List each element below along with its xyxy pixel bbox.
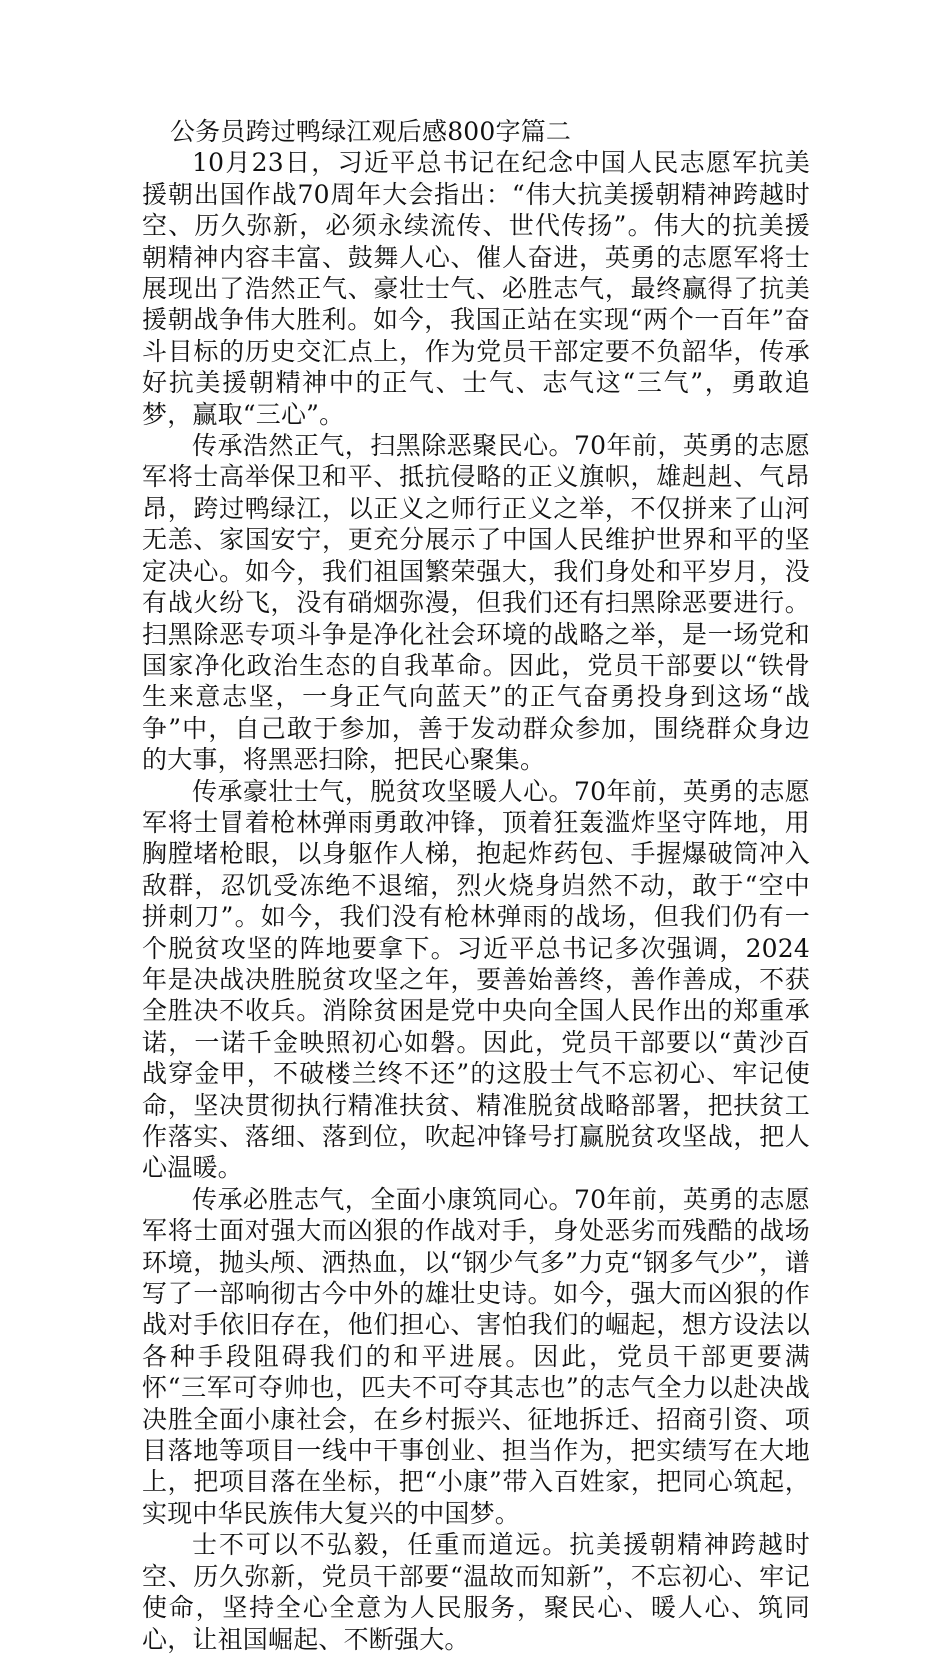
document-body bbox=[142, 116, 810, 1655]
paragraph-morale: 传承豪壮士气，脱贫攻坚暖人心。70年前，英勇的志愿军将士冒着枪林弹雨勇敢冲锋，顶着狂轰滥炸坚守阵地，用胸膛堵枪眼，以身躯作人梯，抱起炸药包、手握爆破筒冲入敌群，忍饥受冻绝不退缩，烈火烧身岿然不动，敢于“空中拼刺刀”。如今，我们没有枪林弹雨的战场，但我们仍有一个脱贫攻坚的阵地要拿下。习近平总书记多次强调，2024年是决战决胜脱贫攻坚之年，要善始善终，善作善成，不获全胜决不收兵。消除贫困是党中央向全国人民作出的郑重承诺，一诺千金映照初心如磐。因此，党员干部要以“黄沙百战穿金甲，不破楼兰终不还”的这股士气不忘初心、牢记使命，坚决贯彻执行精准扶贫、精准脱贫战略部署，把扶贫工作落实、落细、落到位，吹起冲锋号打赢脱贫攻坚战，把人心温暖。 bbox=[142, 776, 810, 1183]
document-title: 公务员跨过鸭绿江观后感800字篇二 bbox=[170, 117, 572, 146]
paragraph-conclusion: 士不可以不弘毅，任重而道远。抗美援朝精神跨越时空、历久弥新，党员干部要“温故而知新”，不忘初心、牢记使命，坚持全心全意为人民服务，聚民心、暖人心、筑同心，让祖国崛起、不断强大。 bbox=[142, 1530, 810, 1654]
paragraph-ambition: 传承必胜志气，全面小康筑同心。70年前，英勇的志愿军将士面对强大而凶狠的作战对手，身处恶劣而残酷的战场环境，抛头颅、洒热血，以“钢少气多”力克“钢多气少”，谱写了一部响彻古今中外的雄壮史诗。如今，强大而凶狠的作战对手依旧存在，他们担心、害怕我们的崛起，想方设法以各种手段阻碍我们的和平进展。因此，党员干部更要满怀“三军可夺帅也，匹夫不可夺其志也”的志气全力以赴决战决胜全面小康社会，在乡村振兴、征地拆迁、招商引资、项目落地等项目一线中干事创业、担当作为，把实绩写在大地上，把项目落在坐标，把“小康”带入百姓家，把同心筑起，实现中华民族伟大复兴的中国梦。 bbox=[142, 1184, 810, 1528]
paragraph-intro: 10月23日，习近平总书记在纪念中国人民志愿军抗美援朝出国作战70周年大会指出：“伟大抗美援朝精神跨越时空、历久弥新，必须永续流传、世代传扬”。伟大的抗美援朝精神内容丰富、鼓舞人心、催人奋进，英勇的志愿军将士展现出了浩然正气、豪壮士气、必胜志气，最终赢得了抗美援朝战争伟大胜利。如今，我国正站在实现“两个一百年”奋斗目标的历史交汇点上，作为党员干部定要不负韶华，传承好抗美援朝精神中的正气、士气、志气这“三气”，勇敢追梦，赢取“三心”。 bbox=[142, 148, 810, 429]
paragraph-righteousness: 传承浩然正气，扫黑除恶聚民心。70年前，英勇的志愿军将士高举保卫和平、抵抗侵略的正义旗帜，雄赳赳、气昂昂，跨过鸭绿江，以正义之师行正义之举，不仅拼来了山河无恙、家国安宁，更充分展示了中国人民维护世界和平的坚定决心。如今，我们祖国繁荣强大，我们身处和平岁月，没有战火纷飞，没有硝烟弥漫，但我们还有扫黑除恶要进行。扫黑除恶专项斗争是净化社会环境的战略之举，是一场党和国家净化政治生态的自我革命。因此，党员干部要以“铁骨生来意志坚，一身正气向蓝天”的正气奋勇投身到这场“战争”中，自己敢于参加，善于发动群众参加，围绕群众身边的大事，将黑恶扫除，把民心聚集。 bbox=[142, 431, 810, 775]
